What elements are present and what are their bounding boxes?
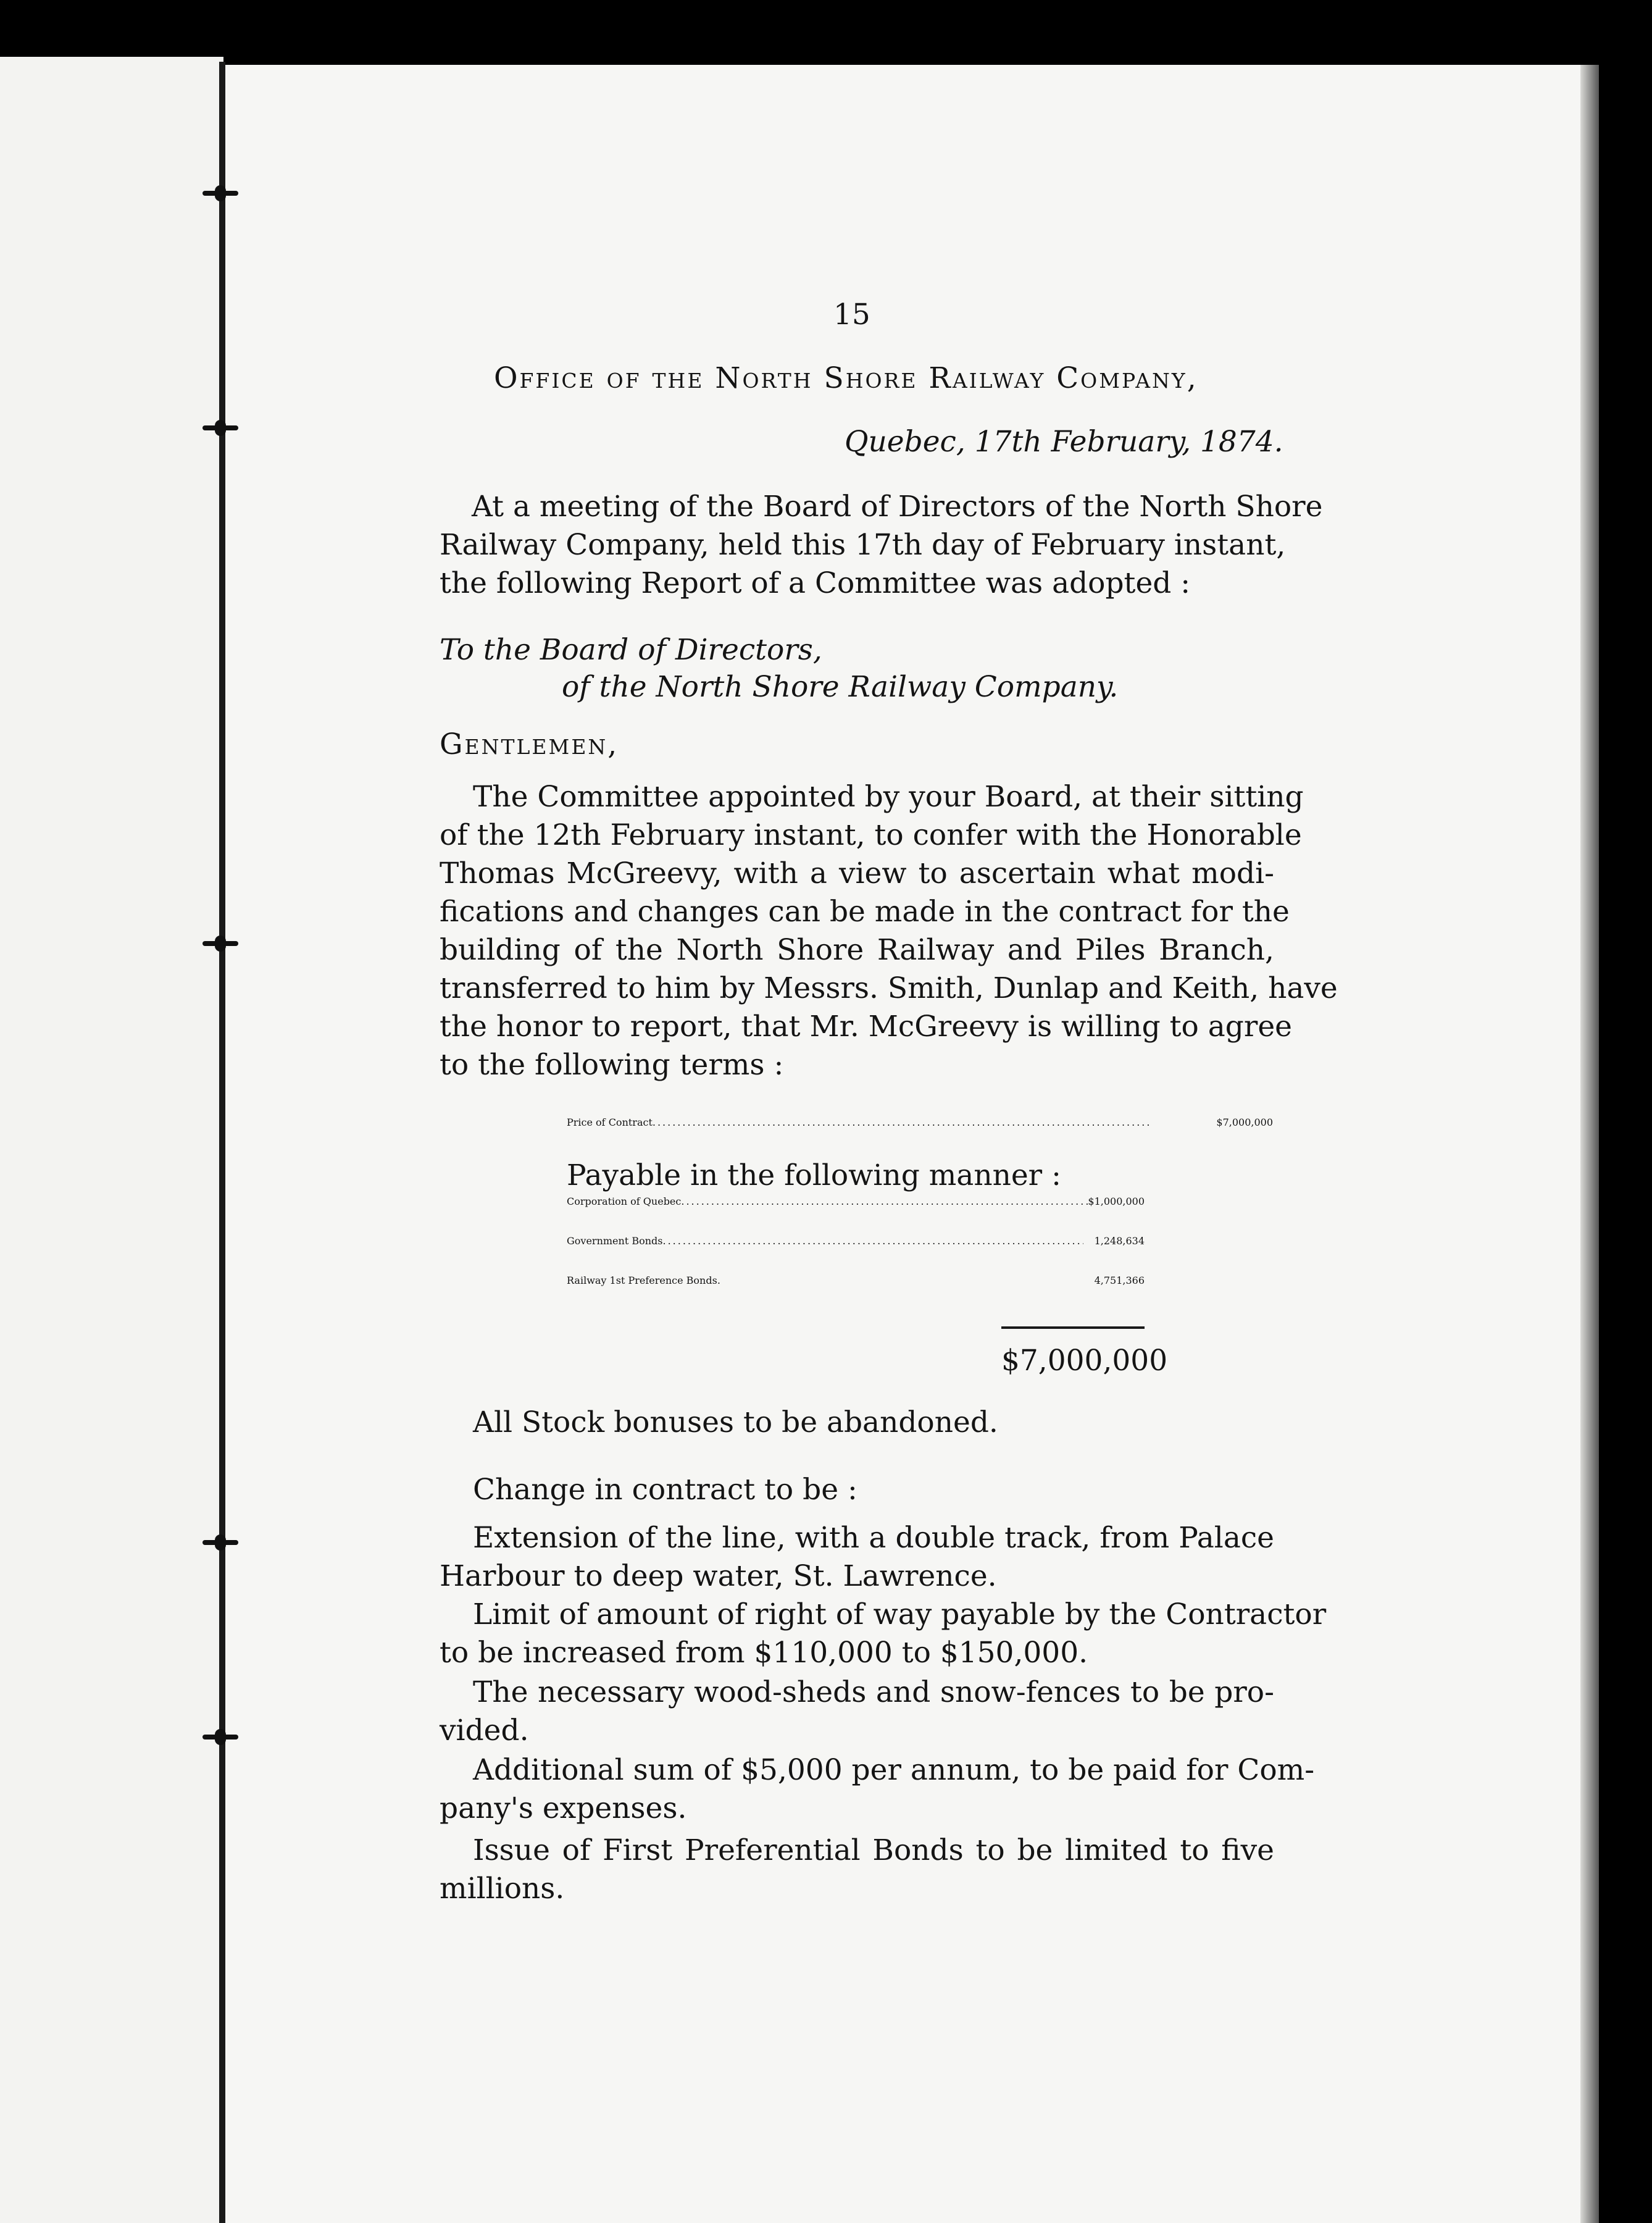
payable-label: Payable in the following manner :	[567, 1158, 1061, 1192]
leader-dots	[681, 1195, 1088, 1207]
body-line: to the following terms :	[440, 1048, 784, 1082]
binding-stitch	[202, 420, 238, 436]
ledger-row	[567, 1195, 1145, 1235]
change-line: Extension of the line, with a double track, from Palace	[473, 1521, 1274, 1555]
intro-line: At a meeting of the Board of Directors of the North Shore	[472, 490, 1323, 524]
body-line: Thomas McGreevy, with a view to ascertain what modi-	[440, 856, 1274, 890]
ledger-label: Corporation of Quebec	[567, 1195, 682, 1207]
change-line: Issue of First Preferential Bonds to be limited to five	[473, 1833, 1274, 1867]
ledger-value: 4,751,366	[1094, 1275, 1145, 1286]
binding-stitch	[202, 1729, 238, 1745]
total-rule	[1001, 1326, 1145, 1329]
change-line: to be increased from $110,000 to $150,000.	[440, 1636, 1088, 1670]
body-line: the honor to report, that Mr. McGreevy is willing to agree	[440, 1010, 1292, 1044]
change-intro: Change in contract to be :	[473, 1473, 857, 1507]
change-line: millions.	[440, 1872, 565, 1906]
intro-line: the following Report of a Committee was adopted :	[440, 566, 1191, 600]
address-line-2: of the North Shore Railway Company.	[562, 670, 1119, 704]
change-line: pany's expenses.	[440, 1791, 687, 1825]
body-line: building of the North Shore Railway and Piles Branch,	[440, 933, 1274, 967]
facing-page-edge	[0, 57, 223, 2223]
ledger-total: $7,000,000	[1001, 1344, 1168, 1378]
salutation: Gentlemen,	[440, 727, 619, 761]
leader-dots	[653, 1116, 1217, 1128]
price-value: $7,000,000	[1216, 1116, 1273, 1128]
ledger-value: $1,000,000	[1088, 1195, 1145, 1207]
change-line: Limit of amount of right of way payable by the Contractor	[473, 1597, 1327, 1631]
address-line-1: To the Board of Directors,	[440, 633, 822, 667]
ledger-value: 1,248,634	[1094, 1235, 1145, 1247]
body-line: of the 12th February instant, to confer with the Honorable	[440, 818, 1302, 852]
binding-gutter	[219, 62, 225, 2223]
price-row	[567, 1116, 1273, 1156]
office-heading: Office of the North Shore Railway Company,	[494, 361, 1198, 395]
ledger-row	[567, 1275, 1145, 1314]
binding-stitch	[202, 185, 238, 201]
dateline: Quebec, 17th February, 1874.	[845, 425, 1283, 459]
change-line: The necessary wood-sheds and snow-fences to be pro-	[473, 1675, 1274, 1709]
ledger-label: Railway 1st Preference Bonds.	[567, 1275, 720, 1286]
ledger-row	[567, 1235, 1145, 1275]
price-label: Price of Contract	[567, 1116, 653, 1128]
body-line: The Committee appointed by your Board, at their sitting	[473, 780, 1304, 814]
intro-line: Railway Company, held this 17th day of February instant,	[440, 528, 1286, 562]
stock-line: All Stock bonuses to be abandoned.	[473, 1405, 998, 1439]
binding-stitch	[202, 936, 238, 952]
body-line: fications and changes can be made in the contract for the	[440, 895, 1290, 929]
change-line: Additional sum of $5,000 per annum, to be paid for Com-	[473, 1753, 1315, 1787]
change-line: vided.	[440, 1714, 529, 1748]
body-line: transferred to him by Messrs. Smith, Dunlap and Keith, have	[440, 971, 1338, 1005]
ledger-label: Government Bonds	[567, 1235, 663, 1247]
page-edge-shadow	[1580, 65, 1599, 2223]
binding-stitch	[202, 1534, 238, 1551]
leader-dots	[662, 1235, 1083, 1247]
change-line: Harbour to deep water, St. Lawrence.	[440, 1559, 997, 1593]
page-number: 15	[833, 298, 870, 332]
